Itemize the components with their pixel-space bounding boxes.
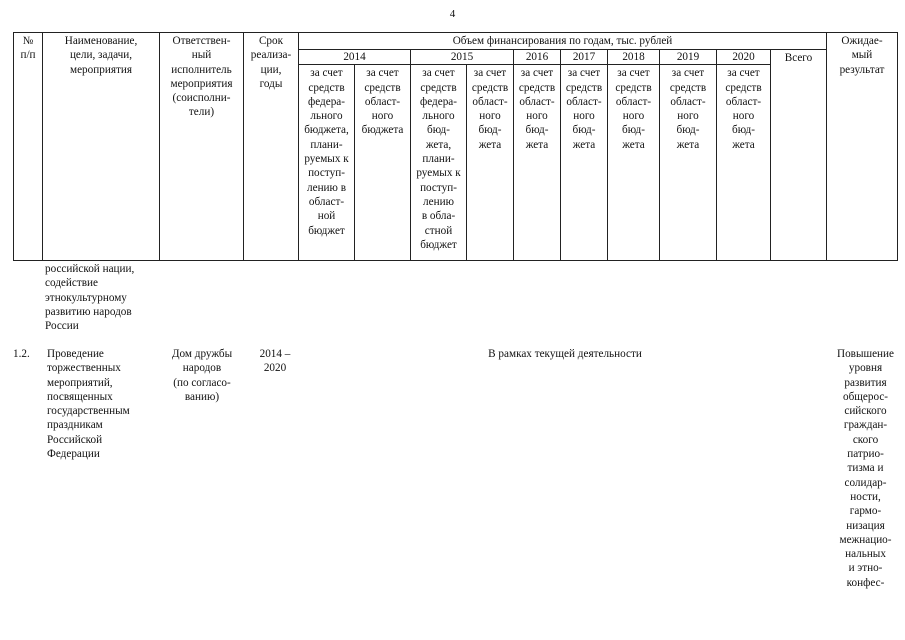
col-2019-regional [660, 65, 717, 261]
text-line: льного [310, 110, 343, 123]
row-event-name [47, 347, 130, 461]
col-2020-regional [717, 65, 771, 261]
text-line: № [22, 35, 34, 47]
text-line: ной [317, 210, 336, 223]
text-line: Ожидае- [841, 35, 883, 47]
text-line: сийского [844, 405, 887, 418]
text-line: средств [308, 81, 345, 94]
text-line: жета [478, 138, 502, 151]
text-line: средств [518, 81, 556, 94]
text-line: Российской [47, 433, 103, 446]
text-line: стной [424, 224, 453, 237]
text-line: граждан- [843, 419, 888, 432]
year-2020: 2020 [717, 50, 771, 65]
year-2018: 2018 [608, 50, 660, 65]
text-line: низация [846, 519, 885, 532]
text-line: за счет [520, 67, 554, 80]
text-line: област- [725, 95, 762, 108]
year-2015: 2015 [411, 50, 514, 65]
year-2019: 2019 [660, 50, 717, 65]
text-line: за счет [671, 67, 705, 80]
text-line: развитию народов [45, 305, 132, 318]
year-2014: 2014 [299, 50, 411, 65]
text-line: мый [851, 49, 873, 62]
text-line: област- [670, 95, 706, 108]
text-line: ного [371, 110, 394, 123]
text-line: за счет [727, 67, 760, 80]
col-2015-regional [467, 65, 514, 261]
text-line: средств [420, 81, 457, 94]
page-number: 4 [449, 8, 456, 20]
text-line: за счет [567, 67, 601, 80]
text-line: ного [677, 110, 699, 123]
text-line: средств [725, 81, 762, 94]
col-2014-regional [355, 65, 411, 261]
text-line: цели, задачи, [69, 49, 133, 62]
text-line: исполнитель [171, 63, 232, 76]
text-line: жета [525, 138, 549, 151]
year-2017: 2017 [561, 50, 608, 65]
text-line: за счет [310, 67, 343, 80]
text-line: област- [308, 195, 345, 208]
text-line: уровня [848, 362, 883, 375]
text-line: Дом дружбы [171, 348, 233, 360]
text-line: этнокультурному [45, 291, 127, 304]
text-line: средств [364, 81, 401, 94]
continued-task-text [45, 262, 134, 333]
text-line: плани- [310, 138, 343, 151]
col-2015-federal [411, 65, 467, 261]
text-line: за счет [422, 67, 455, 80]
text-line: бюджет [308, 224, 345, 237]
text-line: средств [669, 81, 707, 94]
text-line: средств [565, 81, 603, 94]
text-line: 2014 – [259, 348, 291, 360]
text-line: и этно- [848, 562, 883, 575]
text-line: праздникам [47, 419, 103, 432]
text-line: тели) [188, 106, 215, 119]
text-line: межнацио- [839, 533, 892, 546]
text-line: Федерации [47, 448, 100, 461]
text-line: бюд- [732, 124, 755, 137]
text-line: поступ- [308, 167, 345, 180]
text-line: бюд- [572, 124, 596, 137]
text-line: ного [573, 110, 595, 123]
text-line: общерос- [842, 390, 889, 403]
text-line: реализа- [250, 49, 292, 62]
text-line: бюджета [361, 124, 404, 137]
row-expected-result [826, 347, 905, 590]
header-result [827, 33, 898, 261]
text-line: поступ- [420, 181, 457, 194]
header-total: Всего [771, 50, 827, 261]
text-line: средств [615, 81, 652, 94]
text-line: руемых к [304, 153, 349, 166]
row-number: 1.2. [13, 348, 30, 360]
row-executor [159, 347, 245, 404]
text-line: России [45, 320, 79, 333]
text-line: ции, [260, 63, 282, 76]
text-line: бюд- [478, 124, 502, 137]
text-line: ского [852, 433, 879, 446]
financing-table-header [13, 32, 898, 261]
text-line: жета [732, 138, 755, 151]
text-line: (по согласо- [173, 376, 231, 389]
text-line: посвященных [47, 390, 113, 403]
text-line: Ответствен- [172, 35, 231, 47]
text-line: федера- [419, 95, 457, 108]
text-line: российской нации, [45, 263, 135, 275]
text-line: за счет [366, 67, 399, 80]
text-line: в обла- [421, 210, 456, 223]
text-line: средств [471, 81, 509, 94]
text-line: област- [519, 95, 555, 108]
text-line: ный [191, 49, 212, 62]
text-line: тизма и [847, 462, 884, 475]
header-name [43, 33, 160, 261]
text-line: жета [572, 138, 596, 151]
text-line: жета [676, 138, 700, 151]
text-line: конфес- [846, 576, 885, 589]
text-line: Повышение [837, 348, 894, 360]
text-line: мероприятия [70, 63, 132, 76]
text-line: мероприятия [170, 77, 233, 90]
text-line: ности, [850, 490, 881, 503]
text-line: бюджета, [304, 124, 349, 137]
text-line: ного [479, 110, 501, 123]
text-line: содействие [45, 277, 98, 290]
text-line: бюд- [622, 124, 645, 137]
text-line: результат [839, 63, 885, 76]
text-line: област- [472, 95, 508, 108]
text-line: бюд- [427, 124, 450, 137]
text-line: годы [259, 77, 283, 90]
text-line: 2020 [263, 362, 287, 375]
col-2014-federal [299, 65, 355, 261]
header-term [244, 33, 299, 261]
text-line: лению [423, 195, 454, 208]
text-line: мероприятий, [47, 376, 113, 389]
text-line: гармо- [849, 505, 882, 518]
text-line: федера- [307, 95, 345, 108]
year-2016: 2016 [514, 50, 561, 65]
text-line: солидар- [844, 476, 887, 489]
text-line: льного [422, 110, 455, 123]
header-volume: Объем финансирования по годам, тыс. рублей [299, 33, 827, 50]
text-line: народов [182, 362, 222, 375]
text-line: лению в [307, 181, 346, 194]
text-line: област- [364, 95, 401, 108]
text-line: п/п [20, 49, 36, 62]
text-line: государственным [47, 405, 130, 418]
col-2017-regional [561, 65, 608, 261]
text-line: за счет [617, 67, 650, 80]
text-line: област- [566, 95, 602, 108]
text-line: патрио- [847, 448, 884, 461]
text-line: бюд- [676, 124, 700, 137]
text-line: ванию) [184, 390, 220, 403]
text-line: Проведение [47, 348, 104, 360]
text-line: руемых к [416, 167, 461, 180]
text-line: жета [622, 138, 645, 151]
text-line: област- [615, 95, 652, 108]
col-2016-regional [514, 65, 561, 261]
text-line: Срок [258, 35, 284, 47]
text-line: развития [844, 376, 887, 389]
text-line: плани- [422, 153, 455, 166]
col-2018-regional [608, 65, 660, 261]
text-line: бюд- [525, 124, 549, 137]
text-line: бюджет [420, 238, 457, 251]
text-line: (соисполни- [172, 92, 231, 105]
text-line: за счет [473, 67, 507, 80]
row-term [245, 347, 305, 376]
header-num [14, 33, 43, 261]
text-line: нальных [845, 548, 886, 561]
text-line: торжественных [47, 362, 121, 375]
text-line: жета, [425, 138, 452, 151]
row-financing-note: В рамках текущей деятельности [488, 348, 642, 360]
text-line: ного [622, 110, 645, 123]
header-executor [160, 33, 244, 261]
text-line: Наименование, [64, 35, 138, 47]
text-line: ного [732, 110, 755, 123]
text-line: ного [526, 110, 548, 123]
